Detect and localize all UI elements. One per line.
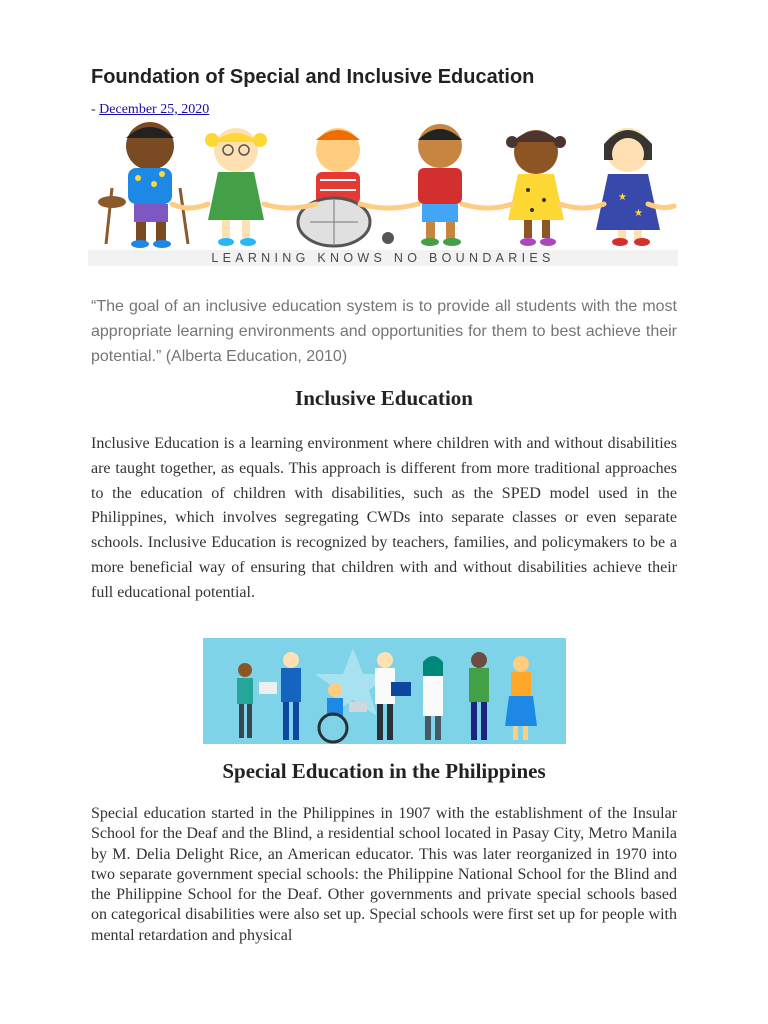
special-education-paragraph: Special education started in the Philippines in 1907 with the establishment of the Insular School for the Deaf and the Blind, a residential school located in Pasay City, Metro Manila by M. Delia Delight Rice, an American educator. This was later reorganized in 1970 into two separate government special schools: the Philippine National School for the Blind and the Philippine School for the Deaf. Other governments and private special schools based on categorical disabilities were also set up. Special schools were first set up for people with mental retardation and physical [91, 805, 677, 944]
people-illustration [203, 638, 566, 744]
inclusive-education-paragraph: Inclusive Education is a learning environment where children with and without disabilities are taught together, as equals. This approach is different from more traditional approaches to the education of children with disabilities, such as the SPED model used in the Philippines, which involves segregating CWDs into separate classes or even separate schools. Inclusive Education is recognized by teachers, families, and policymakers to be a more beneficial way of ensuring that children with and without disabilities achieve their full educational potential. [91, 435, 677, 601]
kids-illustration [88, 120, 678, 268]
kid-3-wheelchair-figure [298, 128, 394, 246]
heading-inclusive-education: Inclusive Education [295, 386, 473, 410]
heading-special-education-philippines: Special Education in the Philippines [222, 759, 546, 783]
kid-1-figure [98, 122, 174, 248]
kid-4-figure [418, 124, 462, 246]
kid-2-figure [205, 128, 267, 246]
banner-caption: LEARNING KNOWS NO BOUNDARIES [88, 250, 678, 266]
quote-text: “The goal of an inclusive education system is to provide all students with the most appropriate learning environments and opportunities for them to best achieve their potential.” (Alberta Education, 2010) [91, 298, 677, 365]
post-meta [91, 102, 209, 118]
svg-text:★: ★ [618, 192, 627, 203]
meta-prefix: - [91, 102, 100, 117]
post-date-link[interactable]: December 25, 2020 [99, 102, 210, 117]
svg-text:★: ★ [634, 208, 643, 219]
post-title: Foundation of Special and Inclusive Education [91, 66, 535, 88]
kid-5-figure [506, 130, 566, 246]
kid-6-figure [596, 128, 660, 246]
